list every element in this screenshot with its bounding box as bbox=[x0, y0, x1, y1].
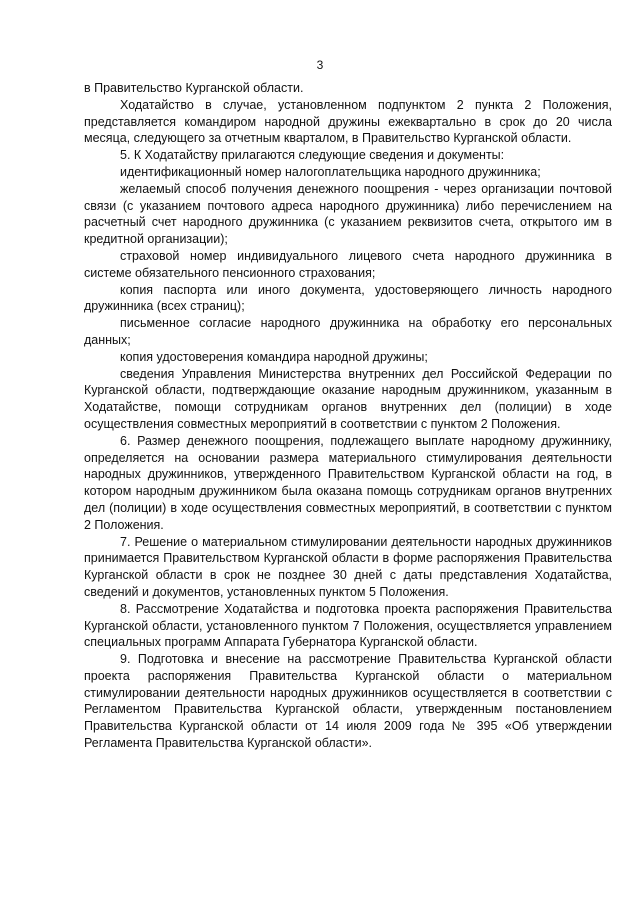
paragraph: желаемый способ получения денежного поощрения - через организации почтовой связи (с указанием почтового адреса народного дружинника) либо перечислением на расчетный счет народного дружинника (с указанием реквизитов счета, открытого им в кредитной организации); bbox=[84, 181, 612, 247]
page-number: 3 bbox=[316, 58, 324, 72]
paragraph: 9. Подготовка и внесение на рассмотрение Правительства Курганской области проекта распоряжения Правительства Курганской области о материальном стимулировании деятельности народных дружинников осуществляется в соответствии с Регламентом Правительства Курганской области, утвержденным постановлением Правительства Курганской области от 14 июля 2009 года № 395 «Об утверждении Регламента Правительства Курганской области». bbox=[84, 652, 612, 751]
paragraph: 7. Решение о материальном стимулировании деятельности народных дружинников принимается Правительством Курганской области в форме распоряжения Правительства Курганской области в срок не позднее 30 дней с даты представления Ходатайства, сведений и документов, установленных пунктом 5 Положения. bbox=[84, 534, 612, 599]
paragraph: сведения Управления Министерства внутренних дел Российской Федерации по Курганской области, подтверждающие оказание народным дружинником, указанным в Ходатайстве, помощи сотрудникам органов внутренних дел (полиции) в ходе осуществления совместных мероприятий в соответствии с пунктом 2 Положения. bbox=[84, 366, 612, 431]
paragraph: письменное согласие народного дружинника на обработку его персональных данных; bbox=[84, 316, 612, 347]
document-body bbox=[84, 80, 612, 752]
paragraph: 8. Рассмотрение Ходатайства и подготовка проекта распоряжения Правительства Курганской области, установленного пунктом 7 Положения, осуществляется управлением специальных программ Аппарата Губернатора Курганской области. bbox=[84, 601, 612, 650]
paragraph: 5. К Ходатайству прилагаются следующие сведения и документы: bbox=[120, 148, 505, 163]
paragraph: копия удостоверения командира народной дружины; bbox=[120, 349, 428, 364]
paragraph: копия паспорта или иного документа, удостоверяющего личность народного дружинника (всех страниц); bbox=[84, 282, 612, 314]
paragraph: Ходатайство в случае, установленном подпунктом 2 пункта 2 Положения, представляется командиром народной дружины ежеквартально в срок до 20 числа месяца, следующего за отчетным кварталом, в Правительство Курганской области. bbox=[84, 97, 612, 146]
paragraph: в Правительство Курганской области. bbox=[84, 81, 304, 95]
paragraph: идентификационный номер налогоплательщика народного дружинника; bbox=[120, 164, 541, 179]
paragraph: 6. Размер денежного поощрения, подлежащего выплате народному дружиннику, определяется на основании размера материального стимулирования деятельности народных дружинников, утвержденного Правительством Курганской области на год, в котором народным дружинником была оказана помощь сотрудникам органов внутренних дел (полиции) в ходе осуществления совместных мероприятий, в соответствии с пунктом 2 Положения. bbox=[84, 433, 612, 532]
paragraph: страховой номер индивидуального лицевого счета народного дружинника в системе обязательного пенсионного страхования; bbox=[84, 248, 612, 280]
